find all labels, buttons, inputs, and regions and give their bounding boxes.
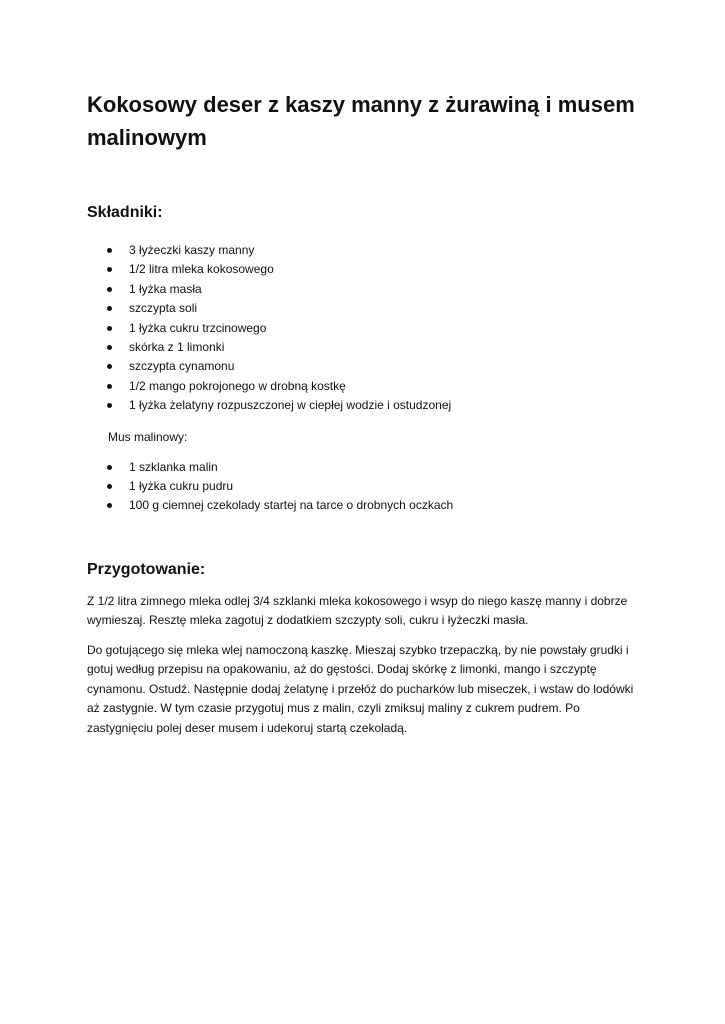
mousse-ingredients-list [87,458,647,516]
list-item [87,458,647,477]
ingredient-text: 1 łyżka cukru trzcinowego [129,320,267,335]
list-item [87,260,647,279]
ingredients-list [87,241,647,416]
ingredient-text: 1/2 mango pokrojonego w drobną kostkę [129,378,346,393]
bullet-icon [107,326,112,331]
ingredient-text: 1/2 litra mleka kokosowego [129,262,274,277]
mousse-heading: Mus malinowy: [108,429,188,444]
list-item [87,299,647,318]
ingredient-text: 1 łyżka żelatyny rozpuszczonej w ciepłej wodzie i ostudzonej [129,398,452,413]
bullet-icon [107,465,112,470]
list-item [87,377,647,396]
preparation-paragraph: Do gotującego się mleka wlej namoczoną kaszkę. Mieszaj szybko trzepaczką, by nie powstały grudki i gotuj według przepisu na opakowaniu, aż do gęstości. Dodaj skórkę z limonki, mango i szczyptę cynamonu. Ostudź. Następnie dodaj żelatynę i przełóż do pucharków lub miseczek, i wstaw do lodówki aż zastygnie. W tym czasie przygotuj mus z malin, czyli zmiksuj maliny z cukrem pudrem. Po zastygnięciu polej deser musem i udekoruj startą czekoladą. [87,642,634,735]
bullet-icon [107,287,112,292]
preparation-heading: Przygotowanie: [87,560,206,578]
list-item [87,338,647,357]
list-item [87,396,647,415]
list-item [87,357,647,376]
bullet-icon [107,345,112,350]
list-item [87,496,647,515]
ingredient-text: 100 g ciemnej czekolady startej na tarce o drobnych oczkach [129,498,454,513]
bullet-icon [107,364,112,369]
document-page [87,88,647,738]
ingredient-text: 1 szklanka malin [129,459,218,474]
preparation-paragraph: Z 1/2 litra zimnego mleka odlej 3/4 szklanki mleka kokosowego i wsyp do niego kaszę manny i dobrze wymieszaj. Resztę mleka zagotuj z dodatkiem szczypty soli, cukru i łyżeczki masła. [87,593,628,628]
ingredient-text: 3 łyżeczki kaszy manny [129,243,255,257]
bullet-icon [107,306,112,311]
list-item [87,241,647,260]
bullet-icon [107,403,112,408]
list-item [87,319,647,338]
ingredient-text: skórka z 1 limonki [129,339,225,354]
ingredient-text: 1 łyżka cukru pudru [129,478,234,493]
bullet-icon [107,267,112,272]
ingredient-text: szczypta soli [129,301,198,316]
bullet-icon [107,484,112,489]
ingredient-text: 1 łyżka masła [129,281,202,296]
ingredients-heading: Składniki: [87,204,163,221]
list-item [87,477,647,496]
bullet-icon [107,248,112,253]
page-title: Kokosowy deser z kaszy manny z żurawiną i musem malinowym [87,92,635,150]
ingredient-text: szczypta cynamonu [129,359,235,374]
list-item [87,280,647,299]
bullet-icon [107,503,112,508]
bullet-icon [107,384,112,389]
